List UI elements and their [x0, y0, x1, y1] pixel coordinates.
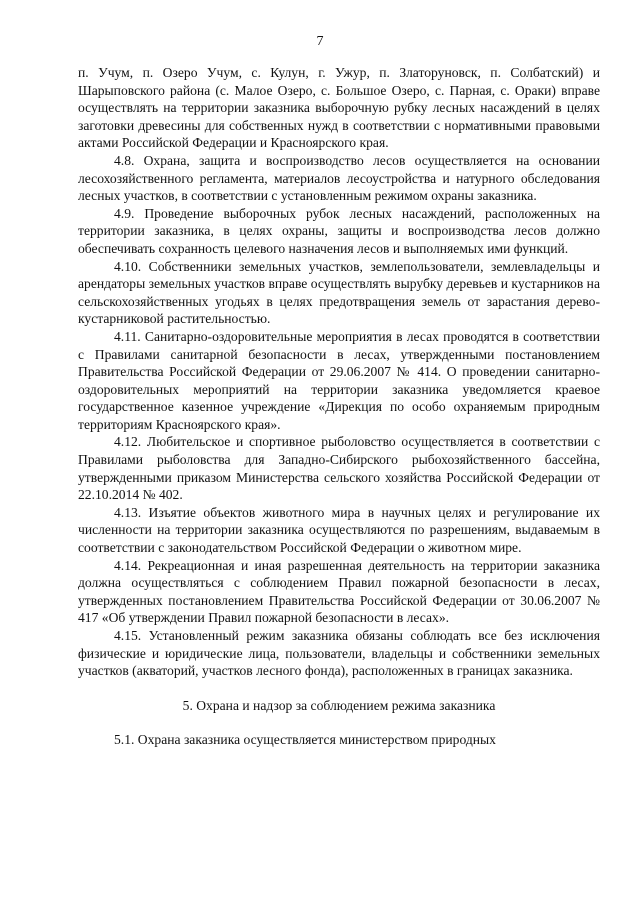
paragraph-4-15: 4.15. Установленный режим заказника обязаны соблюдать все без исключения физические и юридические лица, пользователи, владельцы и собственники земельных участков (акваторий, участков лесного фонда), расположенных в границах заказника.: [78, 628, 600, 679]
paragraph-continuation: п. Учум, п. Озеро Учум, с. Кулун, г. Ужур, п. Златоруновск, п. Солбатский) и Шарыповского района (с. Малое Озеро, с. Большое Озеро, с. Парная, с. Ораки) вправе осуществлять на территории заказника выборочную рубку лесных насаждений в целях заготовки древесины для собственных нужд в соответствии с нормативными правовыми актами Российской Федерации и Красноярского края.: [78, 65, 600, 151]
paragraph-5-1: 5.1. Охрана заказника осуществляется министерством природных: [114, 732, 496, 748]
paragraph-4-9: 4.9. Проведение выборочных рубок лесных насаждений, расположенных на территории заказника, в целях охраны, защиты и воспроизводства лесов должно обеспечивать сохранность целевого назначения лесов и выполняемых ими функций.: [78, 205, 600, 256]
paragraph-4-11: 4.11. Санитарно-оздоровительные мероприятия в лесах проводятся в соответствии с Правилами санитарной безопасности в лесах, утвержденными постановлением Правительства Российской Федерации от 29.06.2007 № 414. О проведении санитарно-оздоровительных мероприятий на территории заказника уведомляется краевое государственное казенное учреждение «Дирекция по особо охраняемым природным территориям Красноярского края».: [78, 328, 600, 432]
paragraph-4-13: 4.13. Изъятие объектов животного мира в научных целях и регулирование их численности на территории заказника осуществляются по разрешениям, выдаваемым в соответствии с законодательством Российской Федерации о животном мире.: [78, 504, 600, 556]
paragraph-4-14: 4.14. Рекреационная и иная разрешенная деятельность на территории заказника должна осуществляться с соблюдением Правил пожарной безопасности в лесах, утвержденных постановлением Правительства Российской Федерации от 30.06.2007 № 417 «Об утверждении Правил пожарной безопасности в лесах».: [78, 557, 600, 626]
paragraph-4-10: 4.10. Собственники земельных участков, землепользователи, землевладельцы и арендаторы земельных участков вправе осуществлять вырубку деревьев и кустарников на сельскохозяйственных угодьях в целях предотвращения земель от зарастания дерево-кустарниковой растительностью.: [78, 258, 600, 327]
section-heading: 5. Охрана и надзор за соблюдением режима заказника: [182, 697, 496, 713]
document-body: [78, 64, 600, 749]
paragraph-4-12: 4.12. Любительское и спортивное рыболовство осуществляется в соответствии с Правилами рыболовства для Западно-Сибирского рыбохозяйственного бассейна, утвержденными приказом Министерства сельского хозяйства Российской Федерации от 22.10.2014 № 402.: [78, 434, 600, 503]
page-number: 7: [316, 34, 324, 49]
paragraph-4-8: 4.8. Охрана, защита и воспроизводство лесов осуществляется на основании лесохозяйственного регламента, материалов лесоустройства и натурного обследования лесных участков, в соответствии с установленным режимом охраны заказника.: [78, 152, 600, 204]
